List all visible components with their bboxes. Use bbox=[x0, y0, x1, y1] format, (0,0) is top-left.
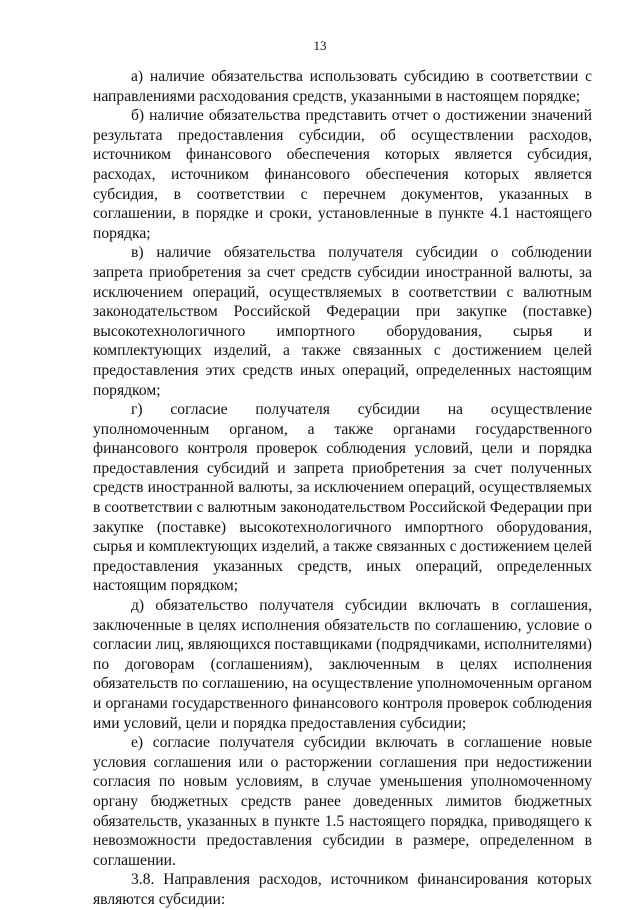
paragraph-e: е) согласие получателя субсидии включать в соглашение новые условия соглашения или о расторжении соглашения при недостижении согласия по новым условиям, в случае уменьшения уполномоченному органу бюджетных средств ранее доведенных лимитов бюджетных обязательств, указанных в пункте 1.5 настоящего порядка, приводящего к невозможности предоставления субсидии в размере, определенном в соглашении. bbox=[93, 734, 592, 869]
paragraph-b: б) наличие обязательства представить отчет о достижении значений результата предоставления субсидии, об осуществлении расходов, источником финансового обеспечения которых является субсидия, расходах, источником финансового обеспечения которых является субсидия, в соответствии с перечнем документов, указанных в соглашении, в порядке и сроки, установленные в пункте 4.1 настоящего порядка; bbox=[93, 107, 592, 242]
paragraph-v: в) наличие обязательства получателя субсидии о соблюдении запрета приобретения за счет средств субсидии иностранной валюты, за исключением операций, осуществляемых в соответствии с валютным законодательством Российской Федерации при закупке (поставке) высокотехнологичного импортного оборудования, сырья и комплектующих изделий, а также связанных с достижением целей предоставления этих средств иных операций, определенных настоящим порядком; bbox=[93, 244, 592, 399]
paragraph-g: г) согласие получателя субсидии на осуществление уполномоченным органом, а также органами государственного финансового контроля проверок соблюдения условий, цели и порядка предоставления субсидий и запрета приобретения за счет полученных средств иностранной валюты, за исключением операций, осуществляемых в соответствии с валютным законодательством Российской Федерации при закупке (поставке) высокотехнологичного импортного оборудования, сырья и комплектующих изделий, а также связанных с достижением целей предоставления указанных средств, иных операций, определенных настоящим порядком; bbox=[93, 401, 592, 595]
paragraph-d: д) обязательство получателя субсидии включать в соглашения, заключенные в целях исполнения обязательств по соглашению, условие о согласии лиц, являющихся поставщиками (подрядчиками, исполнителями) по договорам (соглашениям), заключенным в целях исполнения обязательств по соглашению, на осуществление уполномоченным органом и органами государственного финансового контроля проверок соблюдения ими условий, цели и порядка предоставления субсидии; bbox=[93, 597, 592, 732]
paragraph-a: а) наличие обязательства использовать субсидию в соответствии с направлениями расходования средств, указанными в настоящем порядке; bbox=[93, 68, 592, 105]
document-body bbox=[93, 67, 592, 910]
page-number: 13 bbox=[313, 38, 327, 53]
section-3-8-heading: 3.8. Направления расходов, источником финансирования которых являются субсидии: bbox=[93, 871, 592, 908]
